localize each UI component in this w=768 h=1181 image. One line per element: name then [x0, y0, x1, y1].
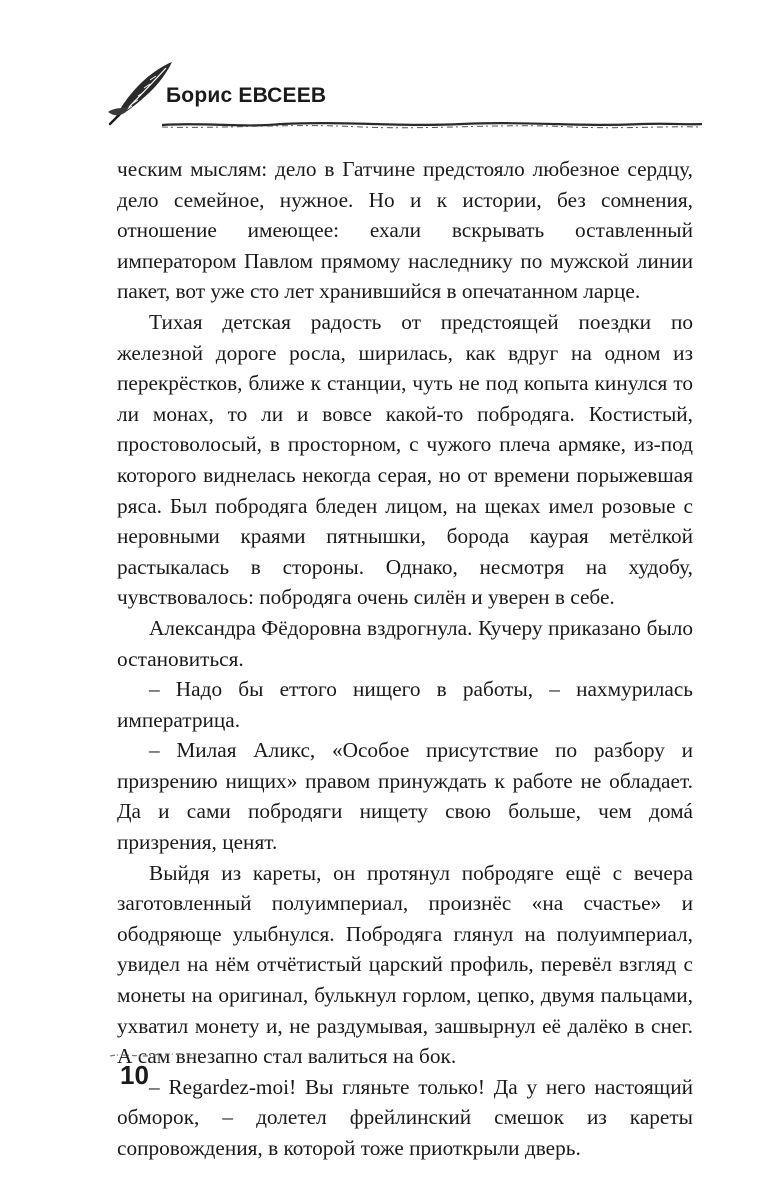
author-name: Борис ЕВСЕЕВ — [166, 84, 327, 107]
paragraph: ческим мыслям: дело в Гатчине предстояло любезное сердцу, дело семейное, нужное. Но и к истории, без сомнения, отношение имеющее: ехали вскрывать оставленный императором Павлом прямому наследнику по мужской линии пакет, вот уже сто лет хранившийся в опечатанном ларце. — [117, 157, 693, 304]
header-rule — [162, 118, 702, 132]
paragraph: Тихая детская радость от предстоящей поездки по железной дороге росла, ширилась, как вдруг на одном из перекрёстков, ближе к станции, чуть не под копыта кинулся то ли монах, то ли и вовсе какой-то побродяга. Костистый, простоволосый, в просторном, с чужого плеча армяке, из-под которого виднелась некогда серая, но от времени порыжевшая ряса. Был побродяга бледен лицом, на щеках имел розовые с неровными краями пятнышки, борода каурая метёлкой растыкалась в стороны. Однако, несмотря на худобу, чувствовалось: побродяга очень силён и уверен в себе. — [117, 309, 693, 610]
paragraph: Александра Фёдоровна вздрогнула. Кучеру приказано было остановиться. — [117, 615, 693, 671]
dialogue-line: – Милая Аликс, «Особое присутствие по разбору и призрению нищих» правом принуждать к работе не обладает. Да и сами побродяги нищету свою больше, чем домá призрения, ценят. — [117, 738, 693, 855]
dialogue-line: – Regardez-moi! Вы гляньте только! Да у него настоящий обморок, – долетел фрейлинский смешок из кареты сопровождения, в которой тоже приоткрыли дверь. — [117, 1074, 693, 1160]
dialogue-line: – Надо бы еттого нищего в работы, – нахмурилась императрица. — [117, 677, 693, 732]
running-header — [106, 60, 706, 140]
main-text — [117, 154, 693, 1164]
page-number: 10 — [120, 1060, 149, 1090]
paragraph: Выйдя из кареты, он протянул побродяге ещё с вечера заготовленный полуимпериал, произнёс «на счастье» и ободряюще улыбнулся. Побродяга глянул на полуимпериал, увидел на нём отчётистый царский профиль, перевёл взгляд с монеты на оригинал, булькнул горлом, цепко, двумя пальцами, ухватил монету и, не раздумывая, зашвырнул её далёко в снег. А сам внезапно стал валиться на бок. — [117, 860, 693, 1069]
